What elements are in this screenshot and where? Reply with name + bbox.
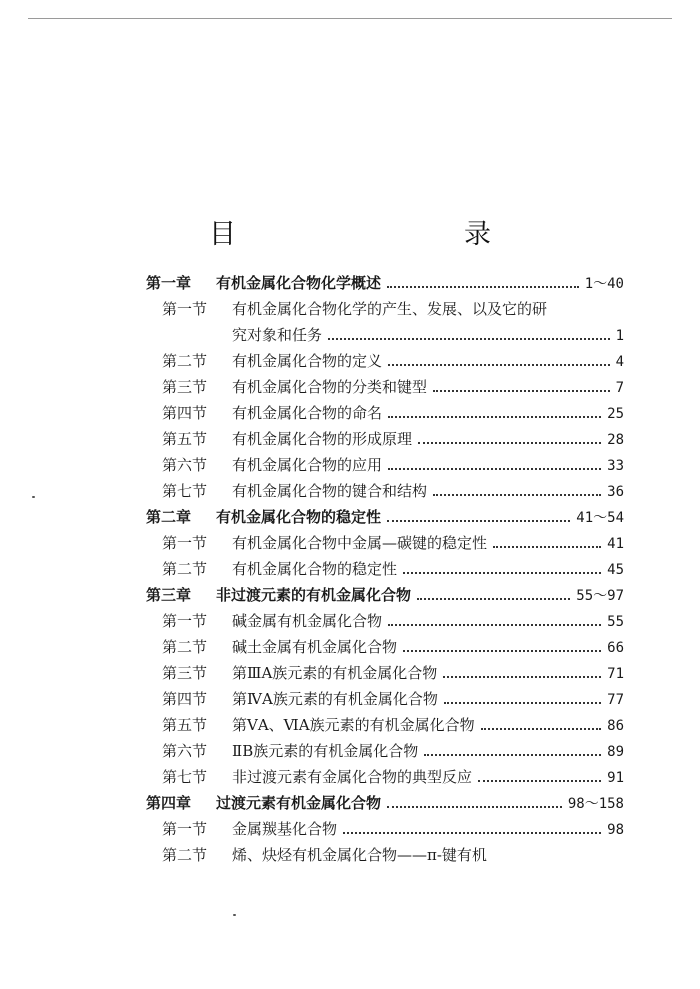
dot-leader — [433, 494, 601, 496]
toc-section[interactable] — [162, 608, 624, 634]
dot-leader — [387, 520, 570, 522]
dot-leader — [388, 468, 601, 470]
section-title: 有机金属化合物的稳定性 — [232, 560, 398, 578]
section-number: 第六节 — [162, 742, 208, 760]
section-number: 第七节 — [162, 482, 208, 500]
toc-section[interactable] — [162, 764, 624, 790]
toc-chapter-2[interactable] — [146, 504, 624, 530]
section-title: 有机金属化合物的定义 — [232, 352, 383, 370]
toc-chapter-3[interactable] — [146, 582, 624, 608]
section-number: 第二节 — [162, 352, 208, 370]
dot-leader — [328, 338, 610, 340]
chapter-number: 第一章 — [146, 274, 192, 292]
page-number: 77 — [607, 692, 624, 708]
chapter-number: 第二章 — [146, 508, 192, 526]
section-title: 有机金属化合物的键合和结构 — [232, 482, 428, 500]
section-title: 有机金属化合物的形成原理 — [232, 430, 413, 448]
toc-section[interactable] — [162, 686, 624, 712]
section-title: 第ⅣA族元素的有机金属化合物 — [232, 690, 438, 708]
toc-section[interactable] — [162, 296, 624, 322]
toc-section[interactable] — [162, 842, 624, 868]
toc-section[interactable] — [162, 400, 624, 426]
section-title: 非过渡元素有金属化合物的典型反应 — [232, 768, 473, 786]
section-number: 第四节 — [162, 404, 208, 422]
section-title: 烯、炔烃有机金属化合物——π-键有机 — [232, 846, 487, 864]
toc-section[interactable] — [162, 530, 624, 556]
toc-section[interactable] — [162, 478, 624, 504]
page-title: 目 录 — [209, 219, 549, 250]
dot-leader — [403, 650, 601, 652]
page-number: 4 — [615, 354, 624, 370]
section-number: 第二节 — [162, 638, 208, 656]
dot-leader — [424, 754, 601, 756]
chapter-title: 有机金属化合物化学概述 — [216, 274, 382, 292]
page-number: 91 — [607, 770, 624, 786]
section-number: 第一节 — [162, 820, 208, 838]
dot-leader — [481, 728, 602, 730]
chapter-number: 第三章 — [146, 586, 192, 604]
scan-speck — [32, 496, 35, 498]
chapter-title: 非过渡元素的有机金属化合物 — [216, 586, 412, 604]
section-number: 第七节 — [162, 768, 208, 786]
page-number: 33 — [607, 458, 624, 474]
page-number: 1 — [615, 328, 624, 344]
section-number: 第二节 — [162, 560, 208, 578]
toc-section[interactable] — [162, 712, 624, 738]
page-number: 7 — [615, 380, 624, 396]
toc-section[interactable] — [162, 660, 624, 686]
section-number: 第五节 — [162, 430, 208, 448]
scan-speck — [233, 914, 236, 916]
dot-leader — [388, 364, 610, 366]
section-title: 金属羰基化合物 — [232, 820, 338, 838]
section-number: 第三节 — [162, 664, 208, 682]
toc-section[interactable] — [162, 426, 624, 452]
dot-leader — [433, 390, 610, 392]
section-number: 第一节 — [162, 534, 208, 552]
toc-section-continuation[interactable] — [232, 322, 624, 348]
section-title: 有机金属化合物的命名 — [232, 404, 383, 422]
section-title: ⅡB族元素的有机金属化合物 — [232, 742, 419, 760]
section-number: 第三节 — [162, 378, 208, 396]
section-title-continued: 究对象和任务 — [232, 326, 323, 344]
toc-chapter-4[interactable] — [146, 790, 624, 816]
page-range: 98～158 — [567, 796, 624, 812]
page-number: 55 — [607, 614, 624, 630]
toc-section[interactable] — [162, 634, 624, 660]
dot-leader — [387, 286, 579, 288]
section-number: 第一节 — [162, 300, 208, 318]
toc-section[interactable] — [162, 556, 624, 582]
dot-leader — [387, 806, 562, 808]
dot-leader — [388, 416, 601, 418]
page-number: 25 — [607, 406, 624, 422]
dot-leader — [417, 598, 570, 600]
section-title: 有机金属化合物中金属—碳键的稳定性 — [232, 534, 488, 552]
section-title: 碱土金属有机金属化合物 — [232, 638, 398, 656]
section-title: 第ⅢA族元素的有机金属化合物 — [232, 664, 438, 682]
page-number: 86 — [607, 718, 624, 734]
section-number: 第二节 — [162, 846, 208, 864]
section-number: 第四节 — [162, 690, 208, 708]
section-number: 第一节 — [162, 612, 208, 630]
section-title: 第ⅤA、ⅥA族元素的有机金属化合物 — [232, 716, 475, 734]
page-range: 1～40 — [584, 276, 624, 292]
chapter-number: 第四章 — [146, 794, 192, 812]
toc-section[interactable] — [162, 452, 624, 478]
toc-section[interactable] — [162, 738, 624, 764]
section-number: 第五节 — [162, 716, 208, 734]
dot-leader — [443, 676, 601, 678]
dot-leader — [403, 572, 601, 574]
dot-leader — [493, 546, 601, 548]
dot-leader — [478, 780, 601, 782]
page-number: 45 — [607, 562, 624, 578]
page-number: 66 — [607, 640, 624, 656]
dot-leader — [388, 624, 601, 626]
top-rule — [28, 18, 672, 19]
page-number: 28 — [607, 432, 624, 448]
page-range: 41～54 — [576, 510, 624, 526]
chapter-title: 有机金属化合物的稳定性 — [216, 508, 382, 526]
toc-section[interactable] — [162, 374, 624, 400]
toc-section[interactable] — [162, 348, 624, 374]
page-number: 36 — [607, 484, 624, 500]
section-title: 有机金属化合物的分类和键型 — [232, 378, 428, 396]
section-title: 碱金属有机金属化合物 — [232, 612, 383, 630]
page-number: 41 — [607, 536, 624, 552]
section-number: 第六节 — [162, 456, 208, 474]
page-number: 98 — [607, 822, 624, 838]
section-title: 有机金属化合物化学的产生、发展、以及它的研 — [232, 300, 548, 318]
dot-leader — [343, 832, 601, 834]
page-number: 71 — [607, 666, 624, 682]
page-range: 55～97 — [576, 588, 624, 604]
section-title: 有机金属化合物的应用 — [232, 456, 383, 474]
toc-section[interactable] — [162, 816, 624, 842]
page-number: 89 — [607, 744, 624, 760]
toc-chapter-1[interactable] — [146, 270, 624, 296]
dot-leader — [418, 442, 601, 444]
chapter-title: 过渡元素有机金属化合物 — [216, 794, 382, 812]
dot-leader — [444, 702, 601, 704]
